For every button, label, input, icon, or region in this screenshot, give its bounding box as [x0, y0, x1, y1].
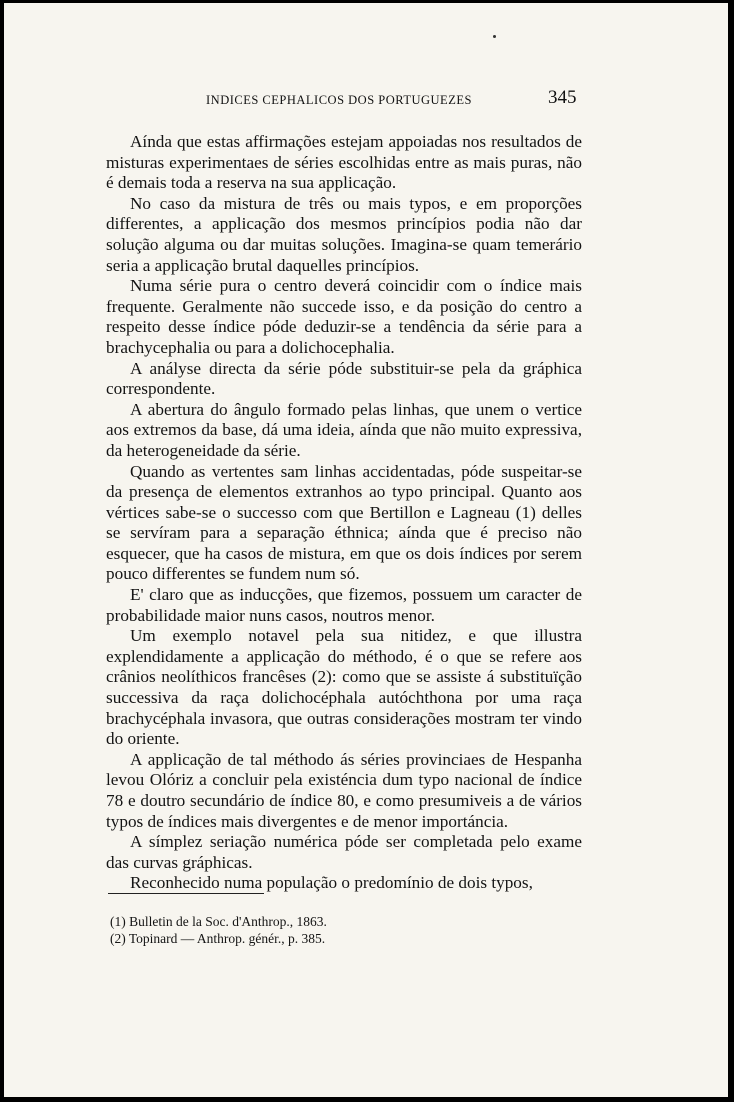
footnote: (2) Topinard — Anthrop. génér., p. 385. [110, 931, 326, 946]
paragraph: Quando as vertentes sam linhas accidentadas, póde suspeitar-se da presença de elementos extranhos ao typo principal. Quanto aos vértices sabe-se o successo com que Bertillon e Lagneau (1) delles se servíram para a separação éthnica; aínda que é preciso não esquecer, que ha casos de mistura, em que os dois índices por serem pouco differentes se fundem num só. [106, 461, 582, 584]
paragraph: A applicação de tal méthodo ás séries provinciaes de Hespanha levou Olóriz a concluir pela existéncia dum typo nacional de índice 78 e doutro secundário de índice 80, e como presumiveis a de vários typos de índices mais divergentes e de menor importáncia. [106, 749, 582, 831]
footnote-divider [108, 893, 264, 894]
ink-speck [493, 35, 496, 38]
footnotes [110, 913, 580, 947]
paragraph: Aínda que estas affirmações estejam appoiadas nos resultados de misturas experimentaes de séries escolhidas entre as mais puras, não é demais toda a reserva na sua applicação. [106, 132, 582, 193]
page-number: 345 [548, 87, 577, 108]
running-title: INDICES CEPHALICOS DOS PORTUGUEZES [206, 93, 472, 107]
paragraph: A anályse directa da série póde substituir-se pela da gráphica correspondente. [106, 358, 582, 399]
page-header [4, 87, 728, 115]
paragraph: Numa série pura o centro deverá coincidir com o índice mais frequente. Geralmente não succede isso, e da posição do centro a respeito desse índice póde deduzir-se a tendência da série para a brachycephalia ou para a dolichocephalia. [106, 276, 582, 357]
paragraph: No caso da mistura de três ou mais typos, e em proporções differentes, a applicação dos mesmos princípios podia não dar solução alguma ou dar muitas soluções. Imagina-se quam temerário seria a applicação brutal daquelles princípios. [106, 193, 582, 275]
paragraph: Reconhecido numa população o predomínio de dois typos, [130, 873, 533, 893]
paragraph: Um exemplo notavel pela sua nitidez, e que illustra explendidamente a applicação do méthodo, é o que se refere aos crânios neolíthicos francêses (2): como que se assiste á substituïção successiva da raça dolichocéphala autóchthona por uma raça brachycéphala invasora, que outras considerações mostram ter vindo do oriente. [106, 626, 582, 749]
footnote: (1) Bulletin de la Soc. d'Anthrop., 1863. [110, 914, 327, 929]
paragraph: E' claro que as inducções, que fizemos, possuem um caracter de probabilidade maior nuns casos, noutros menor. [106, 585, 582, 625]
paragraph: A símplez seriação numérica póde ser completada pelo exame das curvas gráphicas. [106, 832, 582, 872]
body-text [106, 132, 582, 894]
paragraph: A abertura do ângulo formado pelas linhas, que unem o vertice aos extremos da base, dá uma ideia, aínda que não muito expressiva, da heterogeneidade da série. [106, 399, 582, 460]
document-page [4, 3, 728, 1097]
